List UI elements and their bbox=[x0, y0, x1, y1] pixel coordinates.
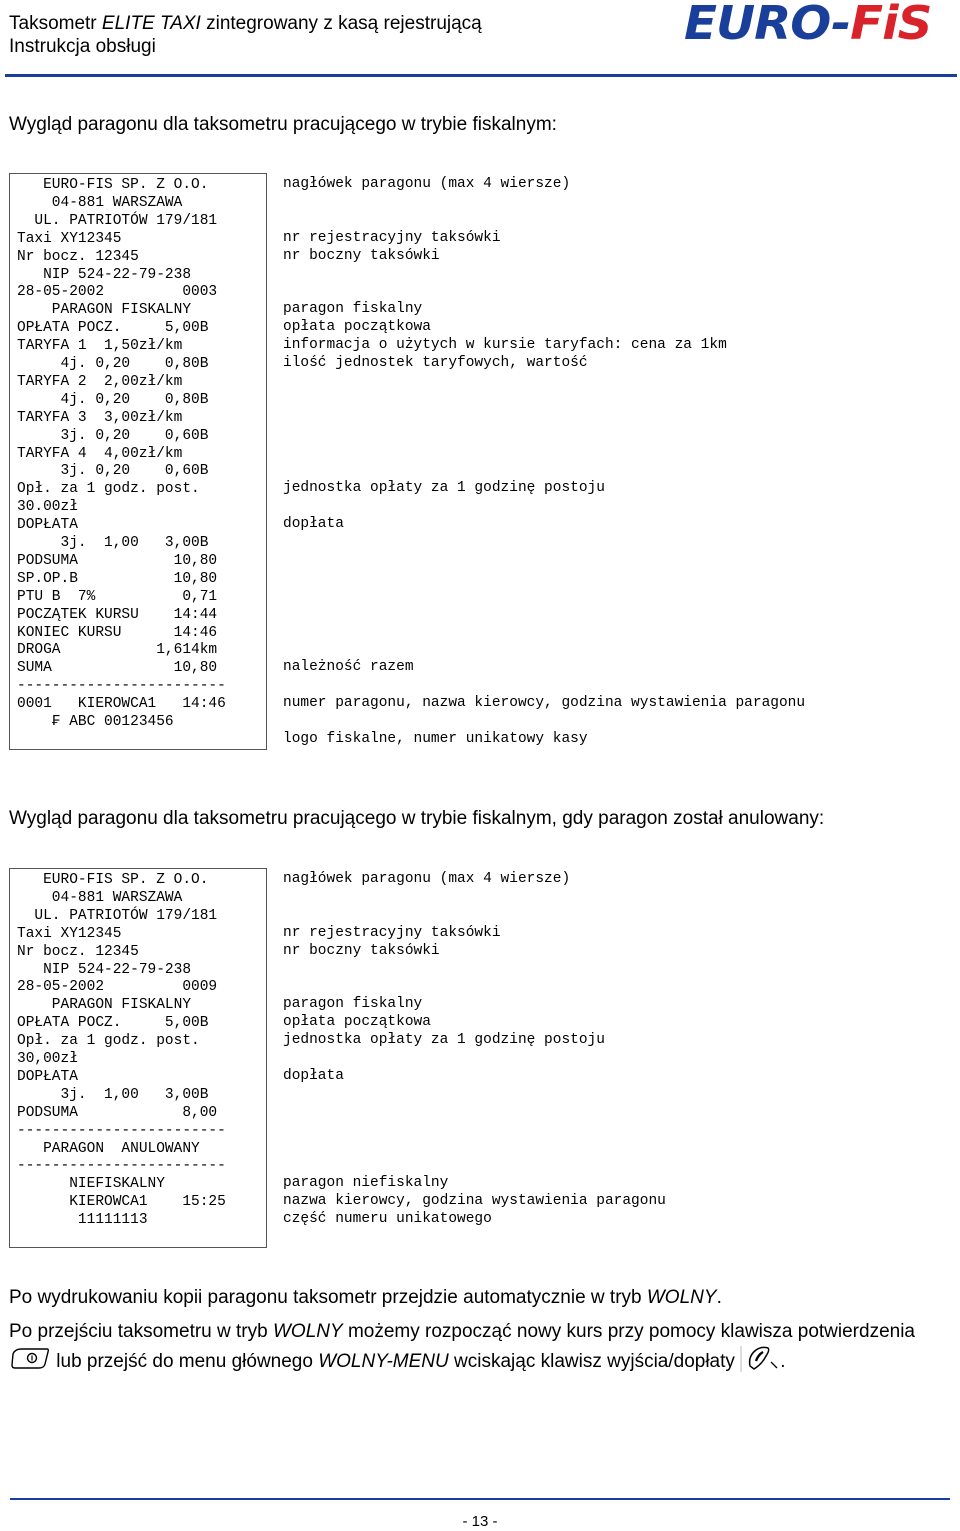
receipt-line: KIEROWCA1 15:25 bbox=[17, 1194, 226, 1211]
receipt-line: DOPŁATA bbox=[17, 1068, 78, 1085]
explanation-line: nagłówek paragonu (max 4 wiersze) bbox=[283, 871, 571, 887]
receipt-line: ------------------------ bbox=[17, 1158, 226, 1175]
receipt-line: 11111113 bbox=[17, 1212, 148, 1229]
receipt-line: 3j. 0,20 0,60B bbox=[17, 427, 209, 444]
receipt-line: PARAGON FISKALNY bbox=[17, 302, 192, 319]
receipt-line: 30,00zł bbox=[17, 1051, 78, 1067]
receipt-line: UL. PATRIOTÓW 179/181 bbox=[17, 907, 218, 924]
receipt-line: 28-05-2002 0003 bbox=[17, 284, 218, 301]
receipt-line: Taxi XY12345 bbox=[17, 230, 122, 247]
receipt-line: DROGA 1,614km bbox=[17, 642, 218, 659]
paragraph-auto-wolny: Po wydrukowaniu kopii paragonu taksometr przejdzie automatycznie w tryb WOLNY. bbox=[9, 1287, 722, 1308]
explanation-line: paragon niefiskalny bbox=[283, 1175, 449, 1192]
receipt-line: Opł. za 1 godz. post. bbox=[17, 1033, 200, 1050]
paragraph-menu: lub przejść do menu głównego WOLNY-MENU wciskając klawisz wyjścia/dopłaty . bbox=[9, 1344, 785, 1380]
receipt-line: UL. PATRIOTÓW 179/181 bbox=[17, 212, 218, 229]
explanation-line: dopłata bbox=[283, 516, 344, 533]
receipt-line: Nr bocz. 12345 bbox=[17, 943, 139, 960]
explanation-line: nr boczny taksówki bbox=[283, 247, 440, 264]
receipt-line: Taxi XY12345 bbox=[17, 925, 122, 942]
explanation-line: opłata początkowa bbox=[283, 1014, 431, 1031]
explanation-line: nr rejestracyjny taksówki bbox=[283, 924, 501, 941]
receipt-line: SUMA 10,80 bbox=[17, 660, 218, 677]
section1-heading: Wygląd paragonu dla taksometru pracującego w trybie fiskalnym: bbox=[9, 114, 557, 135]
receipt-line: EURO-FIS SP. Z O.O. bbox=[17, 872, 209, 888]
receipt-line: ₣ ABC 00123456 bbox=[17, 714, 174, 730]
receipt-line: EURO-FIS SP. Z O.O. bbox=[17, 177, 209, 193]
receipt-line: POCZĄTEK KURSU 14:44 bbox=[17, 606, 218, 623]
explanation-line: numer paragonu, nazwa kierowcy, godzina wystawienia paragonu bbox=[283, 695, 806, 712]
explanation-line: nr rejestracyjny taksówki bbox=[283, 229, 501, 246]
exit-surcharge-key-icon bbox=[740, 1344, 780, 1380]
explanation-line: jednostka opłaty za 1 godzinę postoju bbox=[283, 480, 605, 497]
receipt-line: 3j. 1,00 3,00B bbox=[17, 1086, 209, 1103]
explanation-line: paragon fiskalny bbox=[283, 301, 423, 318]
receipt-line: Nr bocz. 12345 bbox=[17, 248, 139, 265]
explanation-line: część numeru unikatowego bbox=[283, 1211, 492, 1228]
document-subtitle: Instrukcja obsługi bbox=[9, 36, 156, 57]
receipt-line: TARYFA 3 3,00zł/km bbox=[17, 409, 183, 426]
receipt-line: PODSUMA 8,00 bbox=[17, 1104, 218, 1121]
footer-divider bbox=[10, 1498, 950, 1500]
confirm-key-icon bbox=[9, 1346, 51, 1378]
receipt-line: PTU B 7% 0,71 bbox=[17, 588, 218, 605]
receipt-line: ------------------------ bbox=[17, 678, 226, 695]
receipt-line: KONIEC KURSU 14:46 bbox=[17, 624, 218, 641]
receipt-line: 4j. 0,20 0,80B bbox=[17, 356, 209, 372]
explanation-line: nagłówek paragonu (max 4 wiersze) bbox=[283, 176, 571, 192]
explanation-line: ilość jednostek taryfowych, wartość bbox=[283, 355, 588, 371]
explanation-line: paragon fiskalny bbox=[283, 996, 423, 1013]
document-title: Taksometr ELITE TAXI zintegrowany z kasą rejestrującą bbox=[9, 13, 482, 34]
receipt-line: Opł. za 1 godz. post. bbox=[17, 481, 200, 498]
explanation-line: opłata początkowa bbox=[283, 319, 431, 336]
cancelled-receipt-sample bbox=[9, 868, 267, 1248]
receipt-line: NIEFISKALNY bbox=[17, 1176, 165, 1193]
receipt-line: 0001 KIEROWCA1 14:46 bbox=[17, 696, 226, 713]
section2-heading: Wygląd paragonu dla taksometru pracującego w trybie fiskalnym, gdy paragon został anulowany: bbox=[9, 808, 825, 829]
receipt-line: 3j. 1,00 3,00B bbox=[17, 535, 209, 551]
receipt-line: NIP 524-22-79-238 bbox=[17, 266, 192, 283]
receipt-line: SP.OP.B 10,80 bbox=[17, 570, 218, 587]
header-divider bbox=[5, 74, 957, 77]
receipt-line: 30.00zł bbox=[17, 499, 78, 516]
receipt-line: 4j. 0,20 0,80B bbox=[17, 391, 209, 408]
explanation-line: należność razem bbox=[283, 659, 414, 676]
explanation-line: nr boczny taksówki bbox=[283, 942, 440, 959]
explanation-line: dopłata bbox=[283, 1067, 344, 1084]
explanation-line: logo fiskalne, numer unikatowy kasy bbox=[283, 730, 588, 747]
receipt-line: OPŁATA POCZ. 5,00B bbox=[17, 1015, 209, 1032]
euro-fis-logo: EURO-FiS bbox=[684, 0, 932, 50]
receipt-line: PODSUMA 10,80 bbox=[17, 552, 218, 569]
receipt-line: 04-881 WARSZAWA bbox=[17, 194, 183, 211]
fiscal-receipt-sample bbox=[9, 173, 267, 750]
receipt-line: NIP 524-22-79-238 bbox=[17, 961, 192, 978]
receipt-line: ------------------------ bbox=[17, 1122, 226, 1139]
receipt-line: TARYFA 4 4,00zł/km bbox=[17, 445, 183, 462]
explanation-line: jednostka opłaty za 1 godzinę postoju bbox=[283, 1032, 605, 1049]
receipt-line: PARAGON FISKALNY bbox=[17, 997, 192, 1014]
receipt-line: OPŁATA POCZ. 5,00B bbox=[17, 320, 209, 337]
document-header bbox=[9, 12, 482, 58]
receipt-line: 28-05-2002 0009 bbox=[17, 979, 218, 996]
receipt-line: TARYFA 2 2,00zł/km bbox=[17, 373, 183, 390]
receipt-line: 04-881 WARSZAWA bbox=[17, 889, 183, 906]
explanation-line: informacja o użytych w kursie taryfach: cena za 1km bbox=[283, 337, 727, 354]
paragraph-new-course: Po przejściu taksometru w tryb WOLNY możemy rozpocząć nowy kurs przy pomocy klawisza potwierdzenia bbox=[9, 1321, 915, 1342]
receipt-line: 3j. 0,20 0,60B bbox=[17, 463, 209, 480]
receipt-line: TARYFA 1 1,50zł/km bbox=[17, 338, 183, 355]
receipt-line: PARAGON ANULOWANY bbox=[17, 1140, 200, 1157]
receipt-line: DOPŁATA bbox=[17, 517, 78, 534]
explanation-line: nazwa kierowcy, godzina wystawienia paragonu bbox=[283, 1193, 666, 1210]
page-number: - 13 - bbox=[462, 1513, 498, 1530]
